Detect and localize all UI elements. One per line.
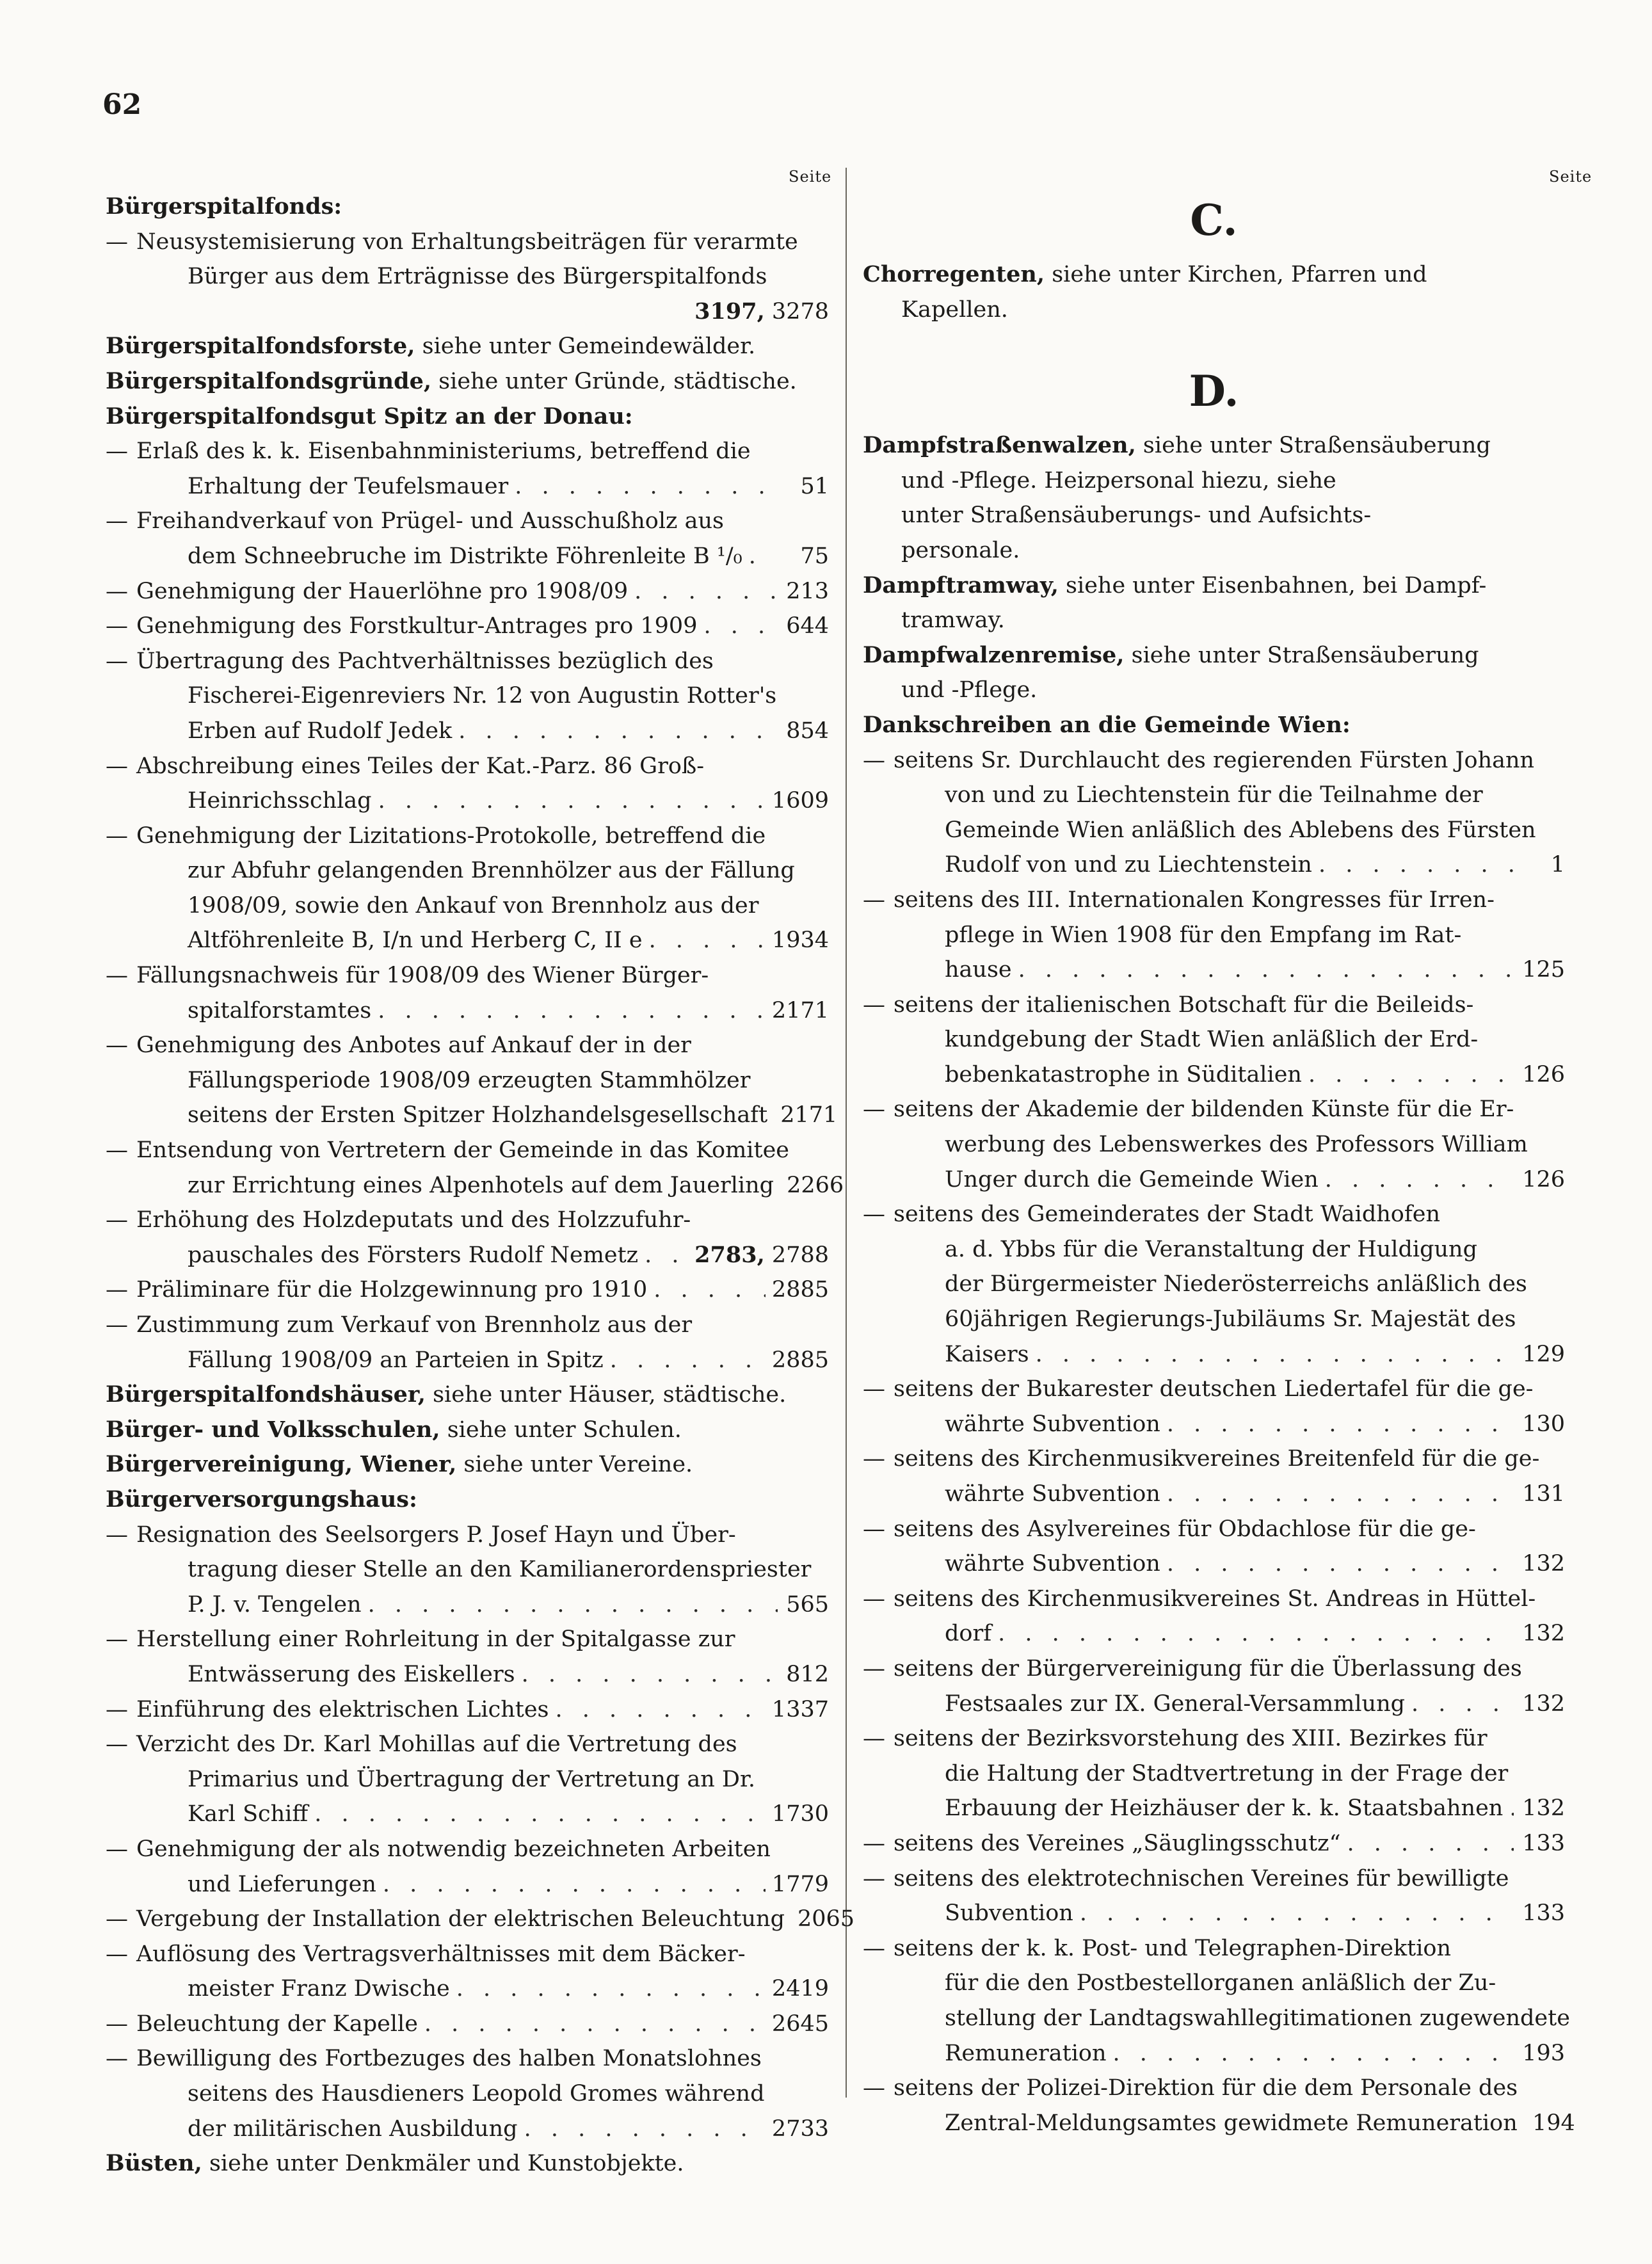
index-heading: Bürgerversorgungshaus: <box>106 1486 417 1513</box>
index-heading: Chorregenten, siehe unter Kirchen, Pfarren und <box>863 261 1427 287</box>
index-heading: Bürger- und Volksschulen, siehe unter Schulen. <box>106 1416 682 1443</box>
index-heading: Bürgerspitalfondsgut Spitz an der Donau: <box>106 403 633 430</box>
index-entry: — Genehmigung der Hauerlöhne pro 1908/09 . . . 213 <box>106 574 829 609</box>
index-entry: — Fällungsnachweis für 1908/09 des Wiener Bürger- spitalforstamtes . . . 2171 <box>106 958 829 1028</box>
index-entry: — Genehmigung des Forstkultur-Antrages pro 1909 . . . 644 <box>106 609 829 644</box>
index-entry: — seitens des III. Internationalen Kongresses für Irren- pflege in Wien 1908 für den Empfang im Rat- hause . . . 125 <box>863 883 1565 988</box>
index-heading: Bürgervereinigung, Wiener, siehe unter Vereine. <box>106 1451 693 1478</box>
index-heading: Büsten, siehe unter Denkmäler und Kunstobjekte. <box>106 2150 684 2177</box>
index-entry: — Genehmigung des Anbotes auf Ankauf der in der Fällungsperiode 1908/09 erzeugten Stammhölzer seitens der Ersten Spitzer Holzhandelsgesellschaft 2171 <box>106 1028 829 1133</box>
index-heading: Dankschreiben an die Gemeinde Wien: <box>863 711 1351 738</box>
section-letter-c: C. <box>1190 195 1238 245</box>
index-heading: Bürgerspitalfondsgründe, siehe unter Gründe, städtische. <box>106 367 797 394</box>
index-entry: — seitens des Kirchenmusikvereines Breitenfeld für die ge- währte Subvention . . . 131 <box>863 1441 1565 1511</box>
index-heading: Dampftramway, siehe unter Eisenbahnen, bei Dampf- <box>863 572 1487 598</box>
left-column <box>106 189 855 2181</box>
index-entry: — seitens der Bukarester deutschen Liedertafel für die ge- währte Subvention . . . 130 <box>863 1372 1565 1441</box>
index-heading: Bürgerspitalfondshäuser, siehe unter Häuser, städtische. <box>106 1381 787 1408</box>
index-entry: — Genehmigung der Lizitations-Protokolle, betreffend die zur Abfuhr gelangenden Brennhölzer aus der Fällung 1908/09, sowie den Ankauf von Brennholz aus der Altföhrenleite B, I/n und Herberg C, II e . . . 1934 <box>106 819 829 958</box>
page-number: 62 <box>102 88 142 121</box>
index-entry: — Auflösung des Vertragsverhältnisses mit dem Bäcker- meister Franz Dwische . . . 2419 <box>106 1937 829 2007</box>
index-entry: — seitens des Vereines „Säuglingsschutz“ . . . 133 <box>863 1826 1565 1861</box>
index-entry: — Einführung des elektrischen Lichtes . . . 1337 <box>106 1692 829 1728</box>
column-divider <box>846 168 847 2098</box>
index-heading: Bürgerspitalfondsforste, siehe unter Gemeindewälder. <box>106 333 756 360</box>
index-entry: — seitens Sr. Durchlaucht des regierenden Fürsten Johann von und zu Liechtenstein für die Teilnahme der Gemeinde Wien anläßlich des Ablebens des Fürsten Rudolf von und zu Liechtenstein . . . 1 <box>863 743 1565 883</box>
index-entry: — Bewilligung des Fortbezuges des halben Monatslohnes seitens des Hausdieners Leopold Gromes während der militärischen Ausbildung . . . 2733 <box>106 2041 829 2146</box>
index-entry: — seitens des elektrotechnischen Vereines für bewilligte Subvention . . . 133 <box>863 1861 1565 1931</box>
section-letter-d: D. <box>1189 366 1239 417</box>
index-entry: — Resignation des Seelsorgers P. Josef Hayn und Über- tragung dieser Stelle an den Kamilianerordenspriester P. J. v. Tengelen . . . 565 <box>106 1518 829 1623</box>
index-entry: — Abschreibung eines Teiles der Kat.-Parz. 86 Groß- Heinrichsschlag . . . 1609 <box>106 749 829 819</box>
seite-label-right: Seite <box>1549 168 1592 186</box>
seite-label-left: Seite <box>789 168 832 186</box>
index-entry: — Neusystemisierung von Erhaltungsbeiträgen für verarmte Bürger aus dem Erträgnisse des Bürgerspitalfonds 3197, 3278 <box>106 225 829 330</box>
index-entry: — Vergebung der Installation der elektrischen Beleuchtung 2065 <box>106 1902 829 1937</box>
index-entry: — Genehmigung der als notwendig bezeichneten Arbeiten und Lieferungen . . . 1779 <box>106 1832 829 1902</box>
index-entry: — Beleuchtung der Kapelle . . . 2645 <box>106 2007 829 2042</box>
index-entry: — seitens der Polizei-Direktion für die dem Personale des Zentral-Meldungsamtes gewidmete Remuneration 194 <box>863 2071 1565 2140</box>
index-entry: — Freihandverkauf von Prügel- und Ausschußholz aus dem Schneebruche im Distrikte Föhrenleite B ¹/₀ . . . 75 <box>106 504 829 574</box>
index-entry: — Verzicht des Dr. Karl Mohillas auf die Vertretung des Primarius und Übertragung der Vertretung an Dr. Karl Schiff . . . 1730 <box>106 1727 829 1832</box>
index-heading: Dampfwalzenremise, siehe unter Straßensäuberung <box>863 641 1479 668</box>
index-entry: — Zustimmung zum Verkauf von Brennholz aus der Fällung 1908/09 an Parteien in Spitz . . . 2885 <box>106 1308 829 1377</box>
index-entry: — seitens des Asylvereines für Obdachlose für die ge- währte Subvention . . . 132 <box>863 1512 1565 1582</box>
index-entry: — seitens der italienischen Botschaft für die Beileids- kundgebung der Stadt Wien anläßlich der Erd- bebenkatastrophe in Süditalien . . . 126 <box>863 988 1565 1093</box>
index-entry: — seitens der Bürgervereinigung für die Überlassung des Festsaales zur IX. General-Versammlung . . . 132 <box>863 1651 1565 1721</box>
index-heading: Bürgerspitalfonds: <box>106 193 342 220</box>
index-entry: — seitens der k. k. Post- und Telegraphen-Direktion für die den Postbestellorganen anläßlich der Zu- stellung der Landtagswahllegitimationen zugewendete Remuneration . . . 193 <box>863 1931 1565 2071</box>
index-entry: — Entsendung von Vertretern der Gemeinde in das Komitee zur Errichtung eines Alpenhotels auf dem Jauerling 2266 <box>106 1133 829 1203</box>
index-entry: — Herstellung einer Rohrleitung in der Spitalgasse zur Entwässerung des Eiskellers . . . 812 <box>106 1622 829 1692</box>
index-entry: — seitens der Bezirksvorstehung des XIII. Bezirkes für die Haltung der Stadtvertretung in der Frage der Erbauung der Heizhäuser der k. k. Staatsbahnen . . . 132 <box>863 1721 1565 1826</box>
index-entry: — Erhöhung des Holzdeputats und des Holzzufuhr- pauschales des Försters Rudolf Nemetz . . . 2783, 2788 <box>106 1203 829 1272</box>
index-entry: — seitens des Kirchenmusikvereines St. Andreas in Hüttel- dorf . . . 132 <box>863 1582 1565 1651</box>
index-entry: — Übertragung des Pachtverhältnisses bezüglich des Fischerei-Eigenreviers Nr. 12 von Augustin Rotter's Erben auf Rudolf Jedek . . . 854 <box>106 644 829 749</box>
index-entry: — seitens der Akademie der bildenden Künste für die Er- werbung des Lebenswerkes des Professors William Unger durch die Gemeinde Wien . . . 126 <box>863 1092 1565 1197</box>
index-entry: — Präliminare für die Holzgewinnung pro 1910 . . . 2885 <box>106 1272 829 1308</box>
index-heading: Dampfstraßenwalzen, siehe unter Straßensäuberung <box>863 432 1491 459</box>
index-entry: — seitens des Gemeinderates der Stadt Waidhofen a. d. Ybbs für die Veranstaltung der Huldigung der Bürgermeister Niederösterreichs anläßlich des 60jährigen Regierungs-Jubiläums Sr. Majestät des Kaisers . . . 129 <box>863 1197 1565 1372</box>
right-column: C. Chorregenten, siehe unter Kirchen, Pfarren und Kapellen. D. Dampfstraßenwalzen, siehe unter Straßensäuberung und -Pflege. Heizpersonal hiezu, siehe unter Straßensäuberungs- und Aufsichts- personale. Dampftramway, siehe unter Eisenbahnen, bei Dampf- tramway. Dampfwalzenremise, siehe unter Straßensäuberung und -Pflege. Dankschreiben an die Gemeinde Wien: — seitens Sr. Durchlaucht des regierenden Fürsten Johann von und zu Liechtenstein für die Teilnahme der Gemeinde Wien anläßlich des Ablebens des Fürsten Rudolf von und zu Liechtenstein . . . 1 — seitens des III. Internationalen Kongresses für Irren- pflege in Wien 1908 für den Empfang im Rat- hause . . . 125 — seitens der italienischen Botschaft für die Beileids- kundgebung der Stadt Wien anläßlich der Erd- bebenkatastrophe in Süditalien . . . 126 — seitens der Akademie der bildenden Künste für die Er- werbung des Lebenswerkes des Professors William Unger durch die Gemeinde Wien . . . 126 — seitens des Gemeinderates der Stadt Waidhofen a. d. Ybbs für die Veranstaltung der Huldigung der Bürgermeister Niederösterreichs anläßlich des 60jährigen Regierungs-Jubiläums Sr. Majestät des Kaisers . . . 129 — seitens der Bukarester deutschen Liedertafel für die ge- währte Subvention . . . 130 — seitens des Kirchenmusikvereines Breitenfeld für die ge- währte Subvention . . . 131 — seitens des Asylvereines für Obdachlose für die ge- währte Subvention . . . 132 — seitens des Kirchenmusikvereines St. Andreas in Hüttel- dorf . . . 132 — seitens der Bürgervereinigung für die Überlassung des Festsaales zur IX. General-Versammlung . . . 132 — seitens der Bezirksvorstehung des XIII. Bezirkes für die Haltung der Stadtvertretung in der Frage der Erbauung der Heizhäuser der k. k. Staatsbahnen . . . 132 — seitens des Vereines „Säuglingsschutz“ . . . 133 — seitens des elektrotechnischen Vereines für bewilligte Subvention . . . 133 — seitens der k. k. Post- und Telegraphen-Direktion für die den Postbestellorganen anläßlich der Zu- stellung der Landtagswahllegitimationen zugewendete Remuneration . . . 193 — seitens der Polizei-Direktion für die dem Personale des Zentral-Meldungsamtes gewidmete Remuneration 194 <box>863 189 1565 2140</box>
index-entry: — Erlaß des k. k. Eisenbahnministeriums, betreffend die Erhaltung der Teufelsmauer . . . 51 <box>106 434 829 504</box>
